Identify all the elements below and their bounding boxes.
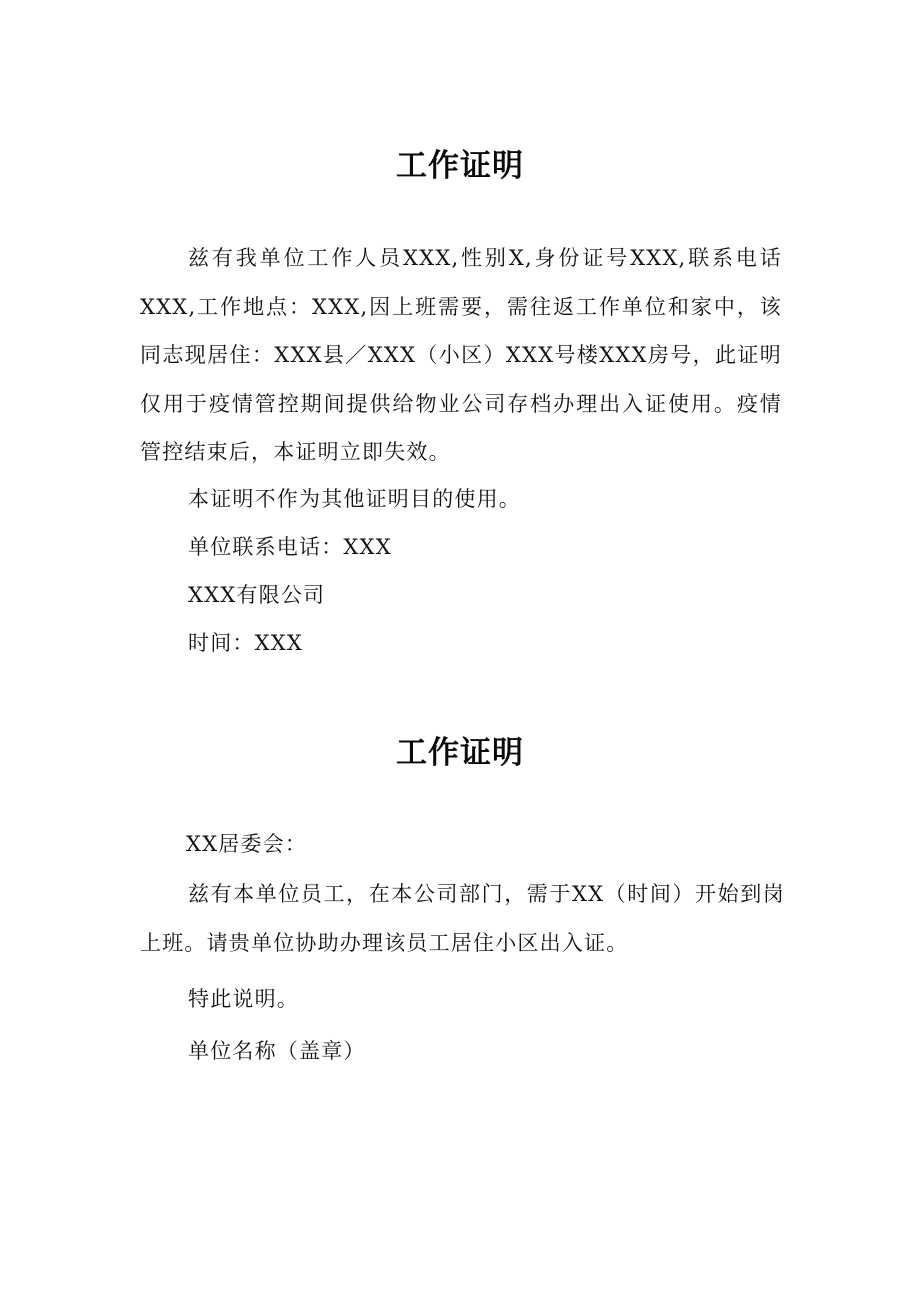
closing-statement: 特此说明。 (188, 987, 299, 1011)
page-title-2: 工作证明 (396, 735, 524, 771)
signature-line: 单位名称（盖章） (188, 1039, 366, 1063)
body-paragraph: 兹有我单位工作人员XXX,性别X,身份证号XXX,联系电话XXX,工作地点：XXX,因上班需要，需往返工作单位和家中，该同志现居住：XXX县／XXX（小区）XXX号楼XXX房号，此证明仅用于疫情管控期间提供给物业公司存档办理出入证使用。疫情管控结束后，本证明立即失效。 (140, 246, 782, 464)
addressee: XX居委会： (186, 832, 308, 856)
issue-date: 时间：XXX (188, 631, 304, 655)
contact-phone: 单位联系电话：XXX (188, 535, 392, 559)
body-paragraph-2: 兹有本单位员工，在本公司部门，需于XX（时间）开始到岗上班。请贵单位协助办理该员工居住小区出入证。 (140, 882, 785, 955)
page-title: 工作证明 (396, 148, 524, 184)
usage-note: 本证明不作为其他证明目的使用。 (188, 487, 521, 511)
company-name: XXX有限公司 (188, 583, 326, 607)
